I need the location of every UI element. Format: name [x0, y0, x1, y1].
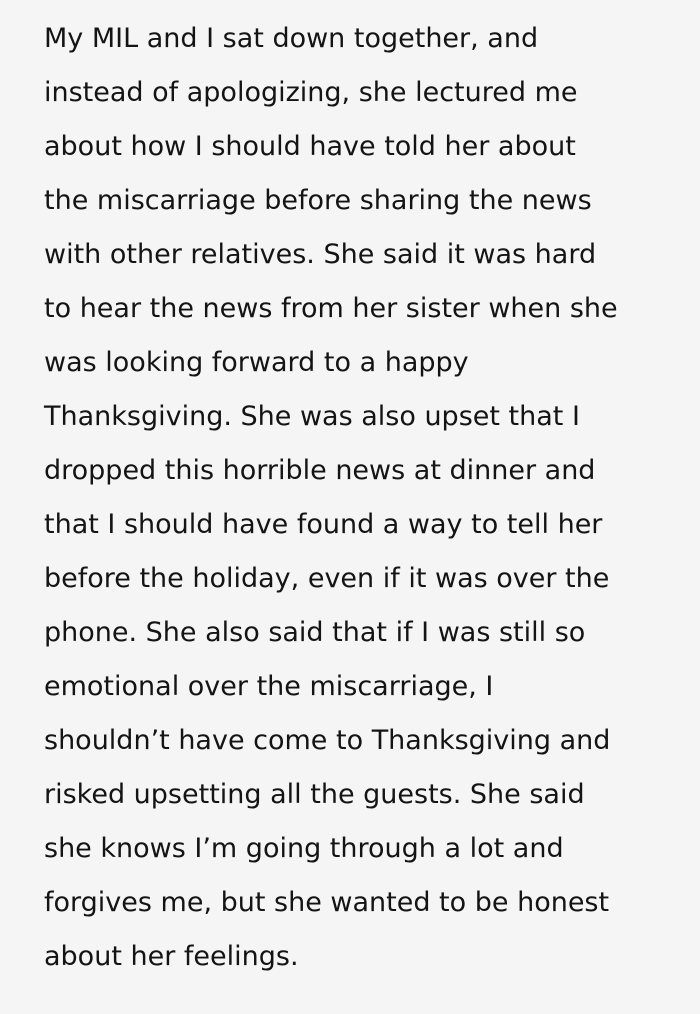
story-line: the miscarriage before sharing the news [44, 185, 592, 216]
story-line: about how I should have told her about [44, 131, 576, 162]
story-line: about her feelings. [44, 941, 299, 972]
story-line: instead of apologizing, she lectured me [44, 77, 578, 108]
story-line: dropped this horrible news at dinner and [44, 455, 596, 486]
story-line: that I should have found a way to tell her [44, 509, 603, 540]
story-line: phone. She also said that if I was still so [44, 617, 586, 648]
story-line: was looking forward to a happy [44, 347, 469, 378]
story-line: shouldn’t have come to Thanksgiving and [44, 725, 611, 756]
story-line: My MIL and I sat down together, and [44, 23, 539, 54]
story-line: emotional over the miscarriage, I [44, 671, 494, 702]
story-line: she knows I’m going through a lot and [44, 833, 564, 864]
story-line: forgives me, but she wanted to be honest [44, 887, 610, 918]
story-line: before the holiday, even if it was over the [44, 563, 610, 594]
story-line: risked upsetting all the guests. She said [44, 779, 585, 810]
story-line: to hear the news from her sister when she [44, 293, 618, 324]
story-line: Thanksgiving. She was also upset that I [44, 401, 580, 432]
story-line: with other relatives. She said it was hard [44, 239, 597, 270]
